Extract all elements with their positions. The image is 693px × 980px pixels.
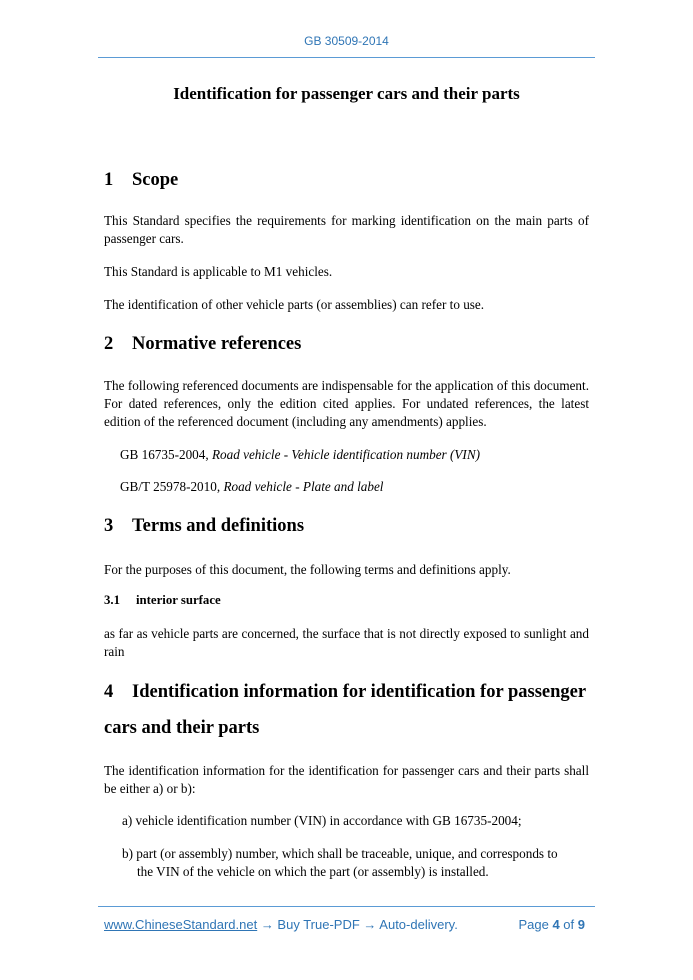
page-of: of bbox=[563, 917, 575, 932]
list-item-text-continued: the VIN of the vehicle on which the part (or assembly) is installed. bbox=[137, 864, 489, 879]
footer-rule bbox=[98, 906, 595, 907]
header-doc-code: GB 30509-2014 bbox=[304, 34, 389, 48]
footer-tagline: → Buy True-PDF → Auto-delivery. bbox=[257, 917, 458, 932]
section-title: Identification information for identification for passenger bbox=[132, 682, 587, 702]
section-1-heading bbox=[104, 170, 178, 191]
reference-code: GB/T 25978-2010, bbox=[120, 479, 221, 494]
list-item-b bbox=[122, 845, 589, 881]
section-number: 3 bbox=[104, 516, 114, 536]
reference-item bbox=[120, 478, 589, 496]
page-current: 4 bbox=[552, 917, 560, 932]
document-title: Identification for passenger cars and their parts bbox=[173, 84, 520, 103]
page-indicator bbox=[518, 917, 585, 932]
paragraph: This Standard is applicable to M1 vehicles. bbox=[104, 264, 333, 279]
section-2-heading bbox=[104, 334, 301, 355]
list-item-text: b) part (or assembly) number, which shall be traceable, unique, and corresponds to bbox=[122, 846, 558, 861]
page-label: Page bbox=[518, 917, 549, 932]
definition-text: as far as vehicle parts are concerned, the surface that is not directly exposed to sunlight and rain bbox=[104, 626, 589, 659]
section-title: Normative references bbox=[132, 334, 302, 354]
list-item-a: a) vehicle identification number (VIN) in accordance with GB 16735-2004; bbox=[122, 813, 522, 828]
paragraph: This Standard specifies the requirements for marking identification on the main parts of passenger cars. bbox=[104, 213, 589, 246]
section-4-heading bbox=[104, 682, 586, 703]
subsection-number: 3.1 bbox=[104, 593, 120, 607]
header-rule bbox=[98, 57, 595, 58]
section-number: 1 bbox=[104, 170, 114, 190]
paragraph: The following referenced documents are indispensable for the application of this document. For dated references, only the edition cited applies. For undated references, the latest edition of the referenced document (including any amendments) applies. bbox=[104, 378, 589, 429]
section-number: 4 bbox=[104, 682, 114, 702]
reference-code: GB 16735-2004, bbox=[120, 447, 209, 462]
footer bbox=[104, 917, 589, 933]
paragraph: The identification information for the identification for passenger cars and their parts shall be either a) or b): bbox=[104, 763, 589, 796]
subsection-3-1-heading bbox=[104, 593, 221, 608]
section-3-heading bbox=[104, 516, 304, 537]
reference-item bbox=[120, 446, 589, 464]
section-title: Terms and definitions bbox=[132, 516, 305, 536]
page-total: 9 bbox=[577, 917, 585, 932]
reference-title: Road vehicle - Plate and label bbox=[223, 479, 384, 494]
paragraph: For the purposes of this document, the following terms and definitions apply. bbox=[104, 562, 511, 577]
section-4-heading-continued: cars and their parts bbox=[104, 718, 260, 738]
section-number: 2 bbox=[104, 334, 114, 354]
subsection-title: interior surface bbox=[136, 593, 221, 607]
website-link[interactable]: www.ChineseStandard.net bbox=[104, 917, 258, 932]
section-title: Scope bbox=[132, 170, 179, 190]
paragraph: The identification of other vehicle parts (or assemblies) can refer to use. bbox=[104, 297, 485, 312]
reference-title: Road vehicle - Vehicle identification number (VIN) bbox=[211, 447, 481, 462]
